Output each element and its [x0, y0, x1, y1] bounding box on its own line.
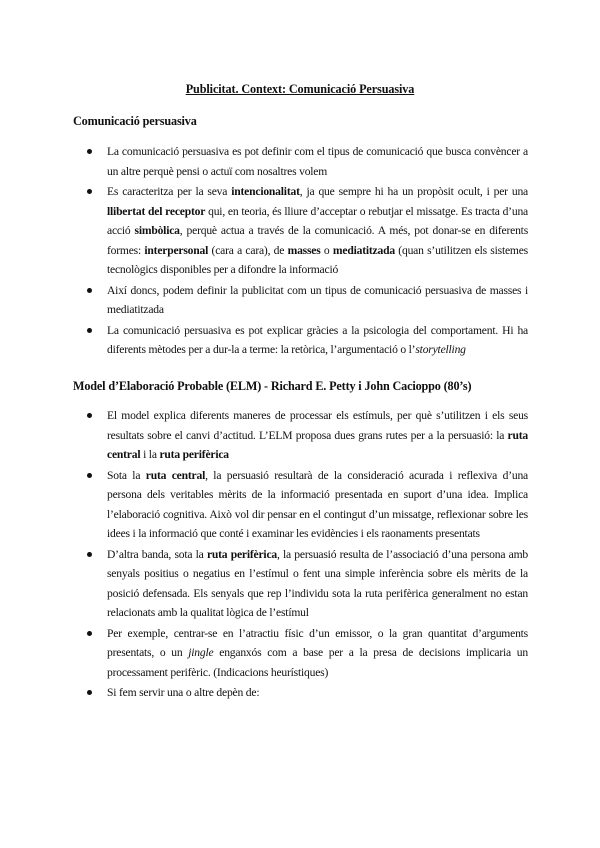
section-heading-elm-model: Model d’Elaboració Probable (ELM) - Richard E. Petty i John Cacioppo (80’s) [73, 379, 472, 393]
section-heading-persuasive-communication: Comunicació persuasiva [73, 114, 197, 128]
list-item: La comunicació persuasiva es pot explicar gràcies a la psicologia del comportament. Hi ha diferents mètodes per a dur-la a terme: la retòrica, l’argumentació o l’storytelling [73, 321, 528, 360]
list-item: Si fem servir una o altre depèn de: [73, 683, 528, 703]
bullet-icon [87, 413, 92, 418]
bullet-icon [87, 473, 92, 478]
list-item: Sota la ruta central, la persuasió resultarà de la consideració acurada i reflexiva d’una persona dels veritables mèrits de la informació presentada en suport d’una idea. Implica l’elaboració cognitiva. Això vol dir pensar en el contingut d’un missatge, reflexionar sobre les idees i la informació que conté i examinar les evidències i els raonaments presentats [73, 466, 528, 544]
list-item: Per exemple, centrar-se en l’atractiu físic d’un emissor, o la gran quantitat d’arguments presentats, o un jingle enganxós com a base per a la presa de decisions implicaria un processament perifèric. (Indicacions heurístiques) [73, 624, 528, 683]
bullet-icon [87, 328, 92, 333]
list-item: La comunicació persuasiva es pot definir com el tipus de comunicació que busca convèncer a un altre perquè pensi o actuï com nosaltres volem [73, 142, 528, 181]
bullet-list-persuasive-communication [73, 142, 528, 360]
bullet-icon [87, 189, 92, 194]
page-title: Publicitat. Context: Comunicació Persuasiva [185, 82, 415, 96]
bullet-list-elm-model [73, 406, 528, 703]
list-item: Es caracteritza per la seva intencionalitat, ja que sempre hi ha un propòsit ocult, i per una llibertat del receptor qui, en teoria, és lliure d’acceptar o rebutjar el missatge. Es tracta d’una acció simbòlica, perquè actua a través de la comunicació. A més, pot donar-se en diferents formes: interpersonal (cara a cara), de masses o mediatitzada (quan s’utilitzen els sistemes tecnològics disponibles per a difondre la informació [73, 182, 528, 280]
bullet-icon [87, 631, 92, 636]
list-item: Així doncs, podem definir la publicitat com un tipus de comunicació persuasiva de masses i mediatitzada [73, 281, 528, 320]
bullet-icon [87, 552, 92, 557]
bullet-icon [87, 690, 92, 695]
bullet-icon [87, 149, 92, 154]
list-item: D’altra banda, sota la ruta perifèrica, la persuasió resulta de l’associació d’una persona amb senyals positius o negatius en l’estímul o fent una simple inferència sobre els mèrits de la posició defensada. Els senyals que rep l’individu sota la ruta perifèrica generalment no estan relacionats amb la qualitat lògica de l’estímul [73, 545, 528, 623]
list-item: El model explica diferents maneres de processar els estímuls, per què s’utilitzen i els seus resultats sobre el canvi d’actitud. L’ELM proposa dues grans rutes per a la persuasió: la ruta central i la ruta perifèrica [73, 406, 528, 465]
bullet-icon [87, 288, 92, 293]
